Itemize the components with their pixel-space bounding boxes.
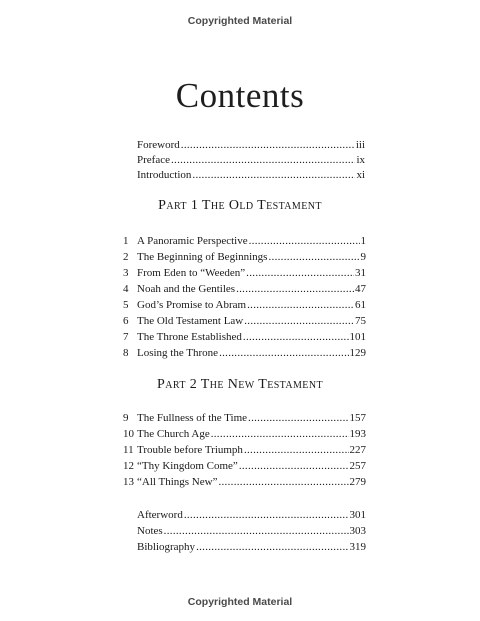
chapter-number: 10 <box>123 428 134 440</box>
chapter-title: The Fullness of the Time <box>137 412 248 424</box>
leader-dots <box>219 346 348 360</box>
toc-chapter-5[interactable] <box>123 298 366 312</box>
toc-chapter-1[interactable] <box>123 234 366 248</box>
part-2-heading: Part 2 The New Testament <box>157 377 323 392</box>
chapter-title: Noah and the Gentiles <box>137 283 236 295</box>
toc-chapter-11[interactable] <box>123 443 366 457</box>
chapter-number: 11 <box>123 444 134 456</box>
toc-entry-preface[interactable] <box>137 153 365 167</box>
leader-dots <box>247 298 354 312</box>
part-1-heading: Part 1 The Old Testament <box>158 198 322 213</box>
toc-entry-title: Bibliography <box>137 541 196 553</box>
chapter-page: 1 <box>360 235 366 247</box>
toc-entry-title: Foreword <box>137 139 180 151</box>
leader-dots <box>239 459 349 473</box>
toc-chapter-2[interactable] <box>123 250 366 264</box>
chapter-page: 193 <box>349 428 366 440</box>
leader-dots <box>249 234 360 248</box>
chapter-number: 1 <box>123 235 129 247</box>
chapter-page: 101 <box>349 331 366 343</box>
chapter-page: 75 <box>355 315 366 327</box>
chapter-number: 12 <box>123 460 134 472</box>
toc-chapter-13[interactable] <box>123 475 366 489</box>
leader-dots <box>164 524 349 538</box>
chapter-title: “All Things New” <box>137 476 218 488</box>
chapter-page: 279 <box>349 476 366 488</box>
page-title: Contents <box>175 76 305 115</box>
leader-dots <box>181 138 355 152</box>
chapter-page: 227 <box>349 444 366 456</box>
toc-chapter-7[interactable] <box>123 330 366 344</box>
toc-entry-title: Afterword <box>137 509 183 521</box>
chapter-title: Losing the Throne <box>137 347 219 359</box>
chapter-page: 9 <box>360 251 366 263</box>
toc-entry-introduction[interactable] <box>137 168 365 182</box>
chapter-number: 8 <box>123 347 129 359</box>
toc-entry-title: Notes <box>137 525 163 537</box>
leader-dots <box>196 540 348 554</box>
chapter-title: The Church Age <box>137 428 210 440</box>
toc-chapter-9[interactable] <box>123 411 366 425</box>
leader-dots <box>171 153 355 167</box>
leader-dots <box>211 427 349 441</box>
copyright-watermark-bottom: Copyrighted Material <box>187 596 293 608</box>
leader-dots <box>243 330 349 344</box>
chapter-title: From Eden to “Weeden” <box>137 267 246 279</box>
toc-entry-page: 303 <box>349 525 366 537</box>
chapter-number: 9 <box>123 412 129 424</box>
chapter-page: 31 <box>355 267 366 279</box>
chapter-title: The Throne Established <box>137 331 242 343</box>
toc-entry-page: iii <box>355 139 365 151</box>
copyright-watermark-top: Copyrighted Material <box>187 15 293 27</box>
toc-entry-foreword[interactable] <box>137 138 365 152</box>
chapter-number: 2 <box>123 251 129 263</box>
chapter-page: 157 <box>349 412 366 424</box>
chapter-title: The Beginning of Beginnings <box>137 251 268 263</box>
toc-entry-page: 319 <box>349 541 366 553</box>
toc-entry-title: Preface <box>137 154 170 166</box>
chapter-title: The Old Testament Law <box>137 315 244 327</box>
chapter-number: 6 <box>123 315 129 327</box>
chapter-number: 3 <box>123 267 129 279</box>
toc-chapter-4[interactable] <box>123 282 366 296</box>
toc-chapter-3[interactable] <box>123 266 366 280</box>
leader-dots <box>244 443 349 457</box>
toc-entry-page: ix <box>356 154 365 166</box>
toc-chapter-12[interactable] <box>123 459 366 473</box>
chapter-number: 7 <box>123 331 129 343</box>
chapter-page: 257 <box>349 460 366 472</box>
toc-entry-afterword[interactable] <box>137 508 366 522</box>
toc-chapter-6[interactable] <box>123 314 366 328</box>
leader-dots <box>218 475 348 489</box>
toc-entry-notes[interactable] <box>137 524 366 538</box>
chapter-number: 4 <box>123 283 129 295</box>
toc-entry-page: 301 <box>349 509 366 521</box>
leader-dots <box>246 266 354 280</box>
chapter-page: 47 <box>355 283 366 295</box>
chapter-number: 5 <box>123 299 129 311</box>
chapter-title: A Panoramic Perspective <box>137 235 248 247</box>
toc-chapter-8[interactable] <box>123 346 366 360</box>
leader-dots <box>192 168 355 182</box>
leader-dots <box>236 282 354 296</box>
chapter-page: 129 <box>349 347 366 359</box>
chapter-title: God’s Promise to Abram <box>137 299 247 311</box>
toc-entry-title: Introduction <box>137 169 192 181</box>
chapter-title: Trouble before Triumph <box>137 444 243 456</box>
chapter-number: 13 <box>123 476 134 488</box>
chapter-title: “Thy Kingdom Come” <box>137 460 238 472</box>
leader-dots <box>244 314 354 328</box>
leader-dots <box>184 508 349 522</box>
toc-entry-page: xi <box>356 169 365 181</box>
chapter-page: 61 <box>355 299 366 311</box>
leader-dots <box>268 250 359 264</box>
leader-dots <box>248 411 348 425</box>
toc-entry-bibliography[interactable] <box>137 540 366 554</box>
toc-chapter-10[interactable] <box>123 427 366 441</box>
